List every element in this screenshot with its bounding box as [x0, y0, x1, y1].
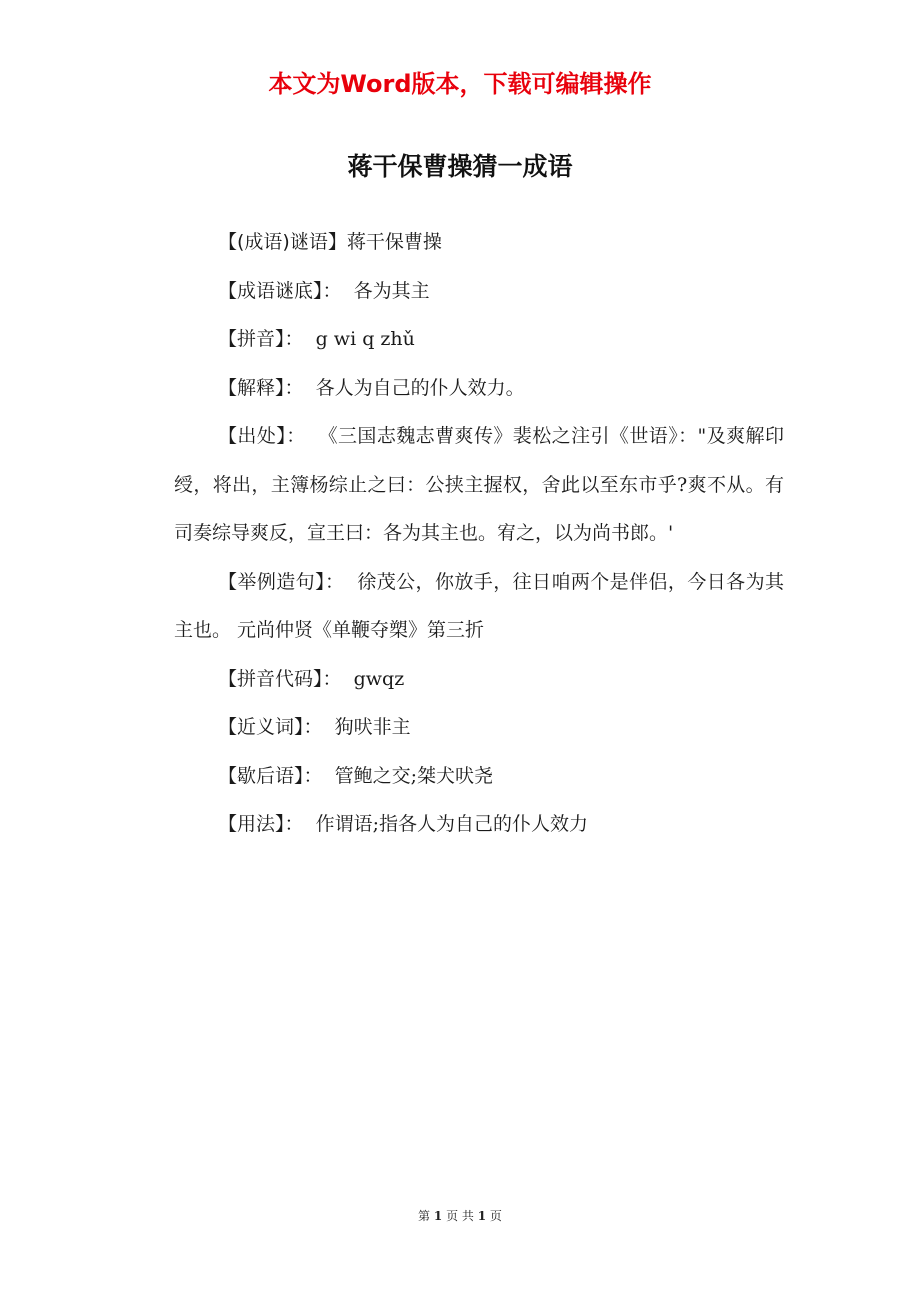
entry-explanation — [174, 364, 784, 413]
entry-pinyin-code — [174, 655, 784, 704]
footer-middle: 页 共 — [446, 1209, 474, 1223]
entry-label: 【解释】 — [218, 376, 285, 399]
entry-value: 作谓语;指各人为自己的仆人效力 — [315, 813, 589, 835]
entry-riddle — [174, 218, 784, 267]
entry-label: 【举例造句】 — [218, 570, 325, 593]
entry-value: 各为其主 — [353, 279, 430, 302]
entry-label: 【用法】 — [218, 813, 285, 835]
entry-label: 【歇后语】 — [218, 764, 304, 787]
entry-separator: ： — [284, 813, 316, 835]
download-banner: 本文为Word版本，下载可编辑操作 — [268, 70, 652, 98]
entry-separator: ： — [286, 425, 319, 447]
entry-value: 《三国志魏志曹爽传》裴松之注引《世语》："及爽解印绶，将出，主簿杨综止之曰：公挟主握权，舍此以至东市乎?爽不从。有司奏综导爽反，宣王曰：各为其主也。宥之，以为尚书郎。' — [174, 425, 784, 544]
entry-synonym — [174, 703, 784, 752]
entry-example — [174, 558, 784, 655]
document-body — [174, 218, 784, 849]
entry-label: 【近义词】 — [218, 716, 304, 738]
footer-prefix: 第 — [418, 1209, 431, 1223]
entry-separator: ： — [324, 570, 358, 593]
entry-value: 蒋干保曹操 — [346, 231, 442, 253]
footer-total-pages: 1 — [477, 1209, 487, 1223]
page-title: 蒋干保曹操猜一成语 — [347, 152, 573, 181]
entry-usage — [174, 800, 784, 849]
entry-label: 【出处】 — [218, 425, 287, 447]
entry-separator: ： — [303, 764, 335, 787]
entry-pinyin — [174, 315, 784, 364]
entry-label: 【拼音】 — [218, 328, 285, 350]
entry-separator: ： — [284, 328, 316, 350]
entry-label: 【(成语)谜语】 — [218, 231, 347, 253]
entry-separator: ： — [284, 376, 316, 399]
entry-source — [174, 412, 784, 558]
entry-separator: ： — [322, 279, 354, 302]
entry-label: 【成语谜底】 — [218, 279, 323, 302]
entry-value: 各人为自己的仆人效力。 — [315, 376, 525, 399]
footer-page-number: 1 — [433, 1209, 443, 1223]
entry-separator: ： — [303, 716, 335, 738]
entry-separator: ： — [322, 667, 354, 690]
entry-label: 【拼音代码】 — [218, 667, 323, 690]
entry-value: g wi q zhǔ — [315, 328, 415, 350]
footer-suffix: 页 — [489, 1209, 502, 1223]
entry-value: gwqz — [353, 667, 405, 690]
entry-xiehouyu — [174, 752, 784, 801]
entry-value: 狗吠非主 — [334, 716, 411, 738]
entry-answer — [174, 267, 784, 316]
entry-value: 管鲍之交;桀犬吠尧 — [334, 764, 494, 787]
entry-value: 徐茂公，你放手，往日咱两个是伴侣，今日各为其主也。 元尚仲贤《单鞭夺槊》第三折 — [174, 570, 784, 641]
page-footer — [0, 1206, 920, 1226]
